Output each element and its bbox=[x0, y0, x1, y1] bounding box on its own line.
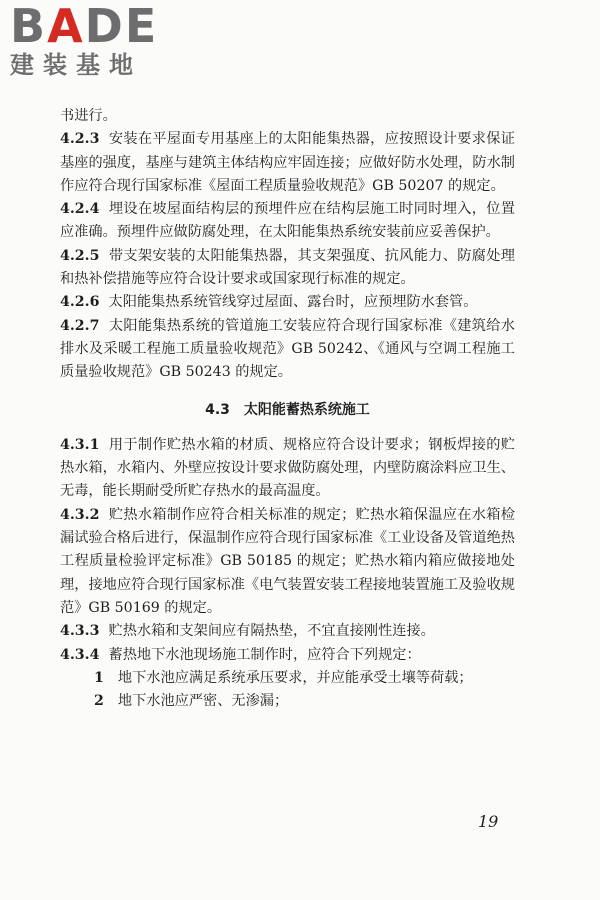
document-body bbox=[60, 105, 515, 713]
clause-4-2-7: 4.2.7 太阳能集热系统的管道施工安装应符合现行国家标准《建筑给水排水及采暖工程施工质量验收规范》GB 50242、《通风与空调工程施工质量验收规范》GB 50243 的规定。 bbox=[60, 317, 515, 381]
clause-number: 4.2.3 bbox=[60, 131, 100, 148]
clause-4-2-3: 4.2.3 安装在平屋面专用基座上的太阳能集热器，应按照设计要求保证基座的强度，基座与建筑主体结构应牢固连接；应做好防水处理，防水制作应符合现行国家标准《屋面工程质量验收规范》GB 50207 的规定。 bbox=[60, 131, 515, 194]
bade-logo bbox=[10, 2, 180, 78]
clause-number: 4.2.4 bbox=[60, 201, 100, 218]
clause-number: 4.2.5 bbox=[60, 247, 100, 264]
clause-number: 4.3.2 bbox=[60, 506, 100, 523]
section-heading: 4.3 太阳能蓄热系统施工 bbox=[205, 401, 370, 418]
clause-4-3-4: 4.3.4 蓄热地下水池现场施工制作时，应符合下列规定： bbox=[60, 646, 421, 663]
list-item: 2 地下水池应严密、无渗漏； bbox=[94, 693, 289, 710]
logo-wordmark: BADE bbox=[10, 0, 159, 53]
clause-number: 4.2.6 bbox=[60, 294, 100, 311]
clause-4-2-4: 4.2.4 埋设在坡屋面结构层的预埋件应在结构层施工时同时埋入，位置应准确。预埋件应做防腐处理，在太阳能集热系统安装前应妥善保护。 bbox=[60, 201, 515, 241]
clause-number: 4.3.3 bbox=[60, 623, 100, 640]
clause-4-3-2: 4.3.2 贮热水箱制作应符合相关标准的规定；贮热水箱保温应在水箱检漏试验合格后进行，保温制作应符合现行国家标准《工业设备及管道绝热工程质量检验评定标准》GB 50185 的规定；贮热水箱内箱应做接地处理，接地应符合现行国家标准《电气装置安装工程接地装置施工及验收规范》GB 50169 的规定。 bbox=[60, 506, 515, 616]
page-number: 19 bbox=[478, 812, 499, 831]
clause-number: 4.3.4 bbox=[60, 646, 100, 663]
list-item: 1 地下水池应满足系统承压要求，并应能承受土壤等荷载； bbox=[94, 669, 473, 686]
clause-number: 4.2.7 bbox=[60, 317, 100, 334]
clause-4-3-3: 4.3.3 贮热水箱和支架间应有隔热垫，不宜直接刚性连接。 bbox=[60, 623, 435, 640]
paragraph-continuation: 书进行。 bbox=[60, 108, 117, 124]
clause-4-2-6: 4.2.6 太阳能集热系统管线穿过屋面、露台时，应预埋防水套管。 bbox=[60, 294, 478, 311]
clause-4-3-1: 4.3.1 用于制作贮热水箱的材质、规格应符合设计要求；钢板焊接的贮热水箱，水箱内、外壁应按设计要求做防腐处理，内壁防腐涂料应卫生、无毒，能长期耐受所贮存热水的最高温度。 bbox=[60, 436, 515, 500]
clause-4-2-5: 4.2.5 带支架安装的太阳能集热器，其支架强度、抗风能力、防腐处理和热补偿措施等应符合设计要求或国家现行标准的规定。 bbox=[60, 247, 515, 288]
clause-number: 4.3.1 bbox=[60, 436, 100, 453]
logo-subtitle: 建装基地 bbox=[10, 51, 142, 79]
